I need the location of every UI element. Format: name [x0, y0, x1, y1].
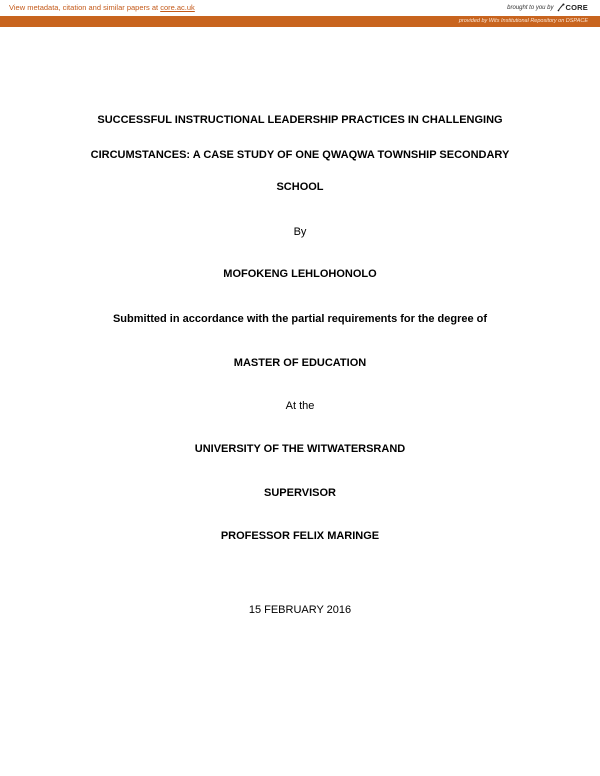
supervisor-name: PROFESSOR FELIX MARINGE [220, 530, 380, 542]
core-logo-icon [557, 3, 565, 12]
title-line-3: SCHOOL [276, 181, 324, 193]
core-logo-text: CORE [565, 3, 588, 12]
submission-statement: Submitted in accordance with the partial requirements for the degree of [112, 313, 488, 325]
core-provider-bar [0, 16, 600, 27]
submission-date: 15 FEBRUARY 2016 [248, 604, 352, 616]
at-the-label: At the [285, 400, 315, 412]
provided-by-link[interactable]: provided by Wits Institutional Repository on DSPACE [458, 17, 588, 24]
brought-to-you-by-text: brought to you by [507, 4, 554, 11]
core-metadata-link[interactable] [9, 3, 195, 12]
title-line-1: SUCCESSFUL INSTRUCTIONAL LEADERSHIP PRACTICES IN CHALLENGING [97, 114, 503, 126]
university-name: UNIVERSITY OF THE WITWATERSRAND [194, 443, 406, 455]
brought-to-you-by [507, 3, 588, 12]
supervisor-label: SUPERVISOR [264, 487, 336, 499]
by-label: By [293, 226, 307, 238]
core-banner [0, 0, 600, 27]
core-logo[interactable] [557, 3, 588, 12]
title-line-2: CIRCUMSTANCES: A CASE STUDY OF ONE QWAQWA TOWNSHIP SECONDARY [90, 149, 510, 161]
degree-name: MASTER OF EDUCATION [233, 357, 367, 369]
core-metadata-text: View metadata, citation and similar papers at [9, 3, 161, 12]
core-banner-top [0, 0, 600, 16]
author-name: MOFOKENG LEHLOHONOLO [223, 268, 377, 280]
core-site-link-text: core.ac.uk [160, 3, 195, 12]
